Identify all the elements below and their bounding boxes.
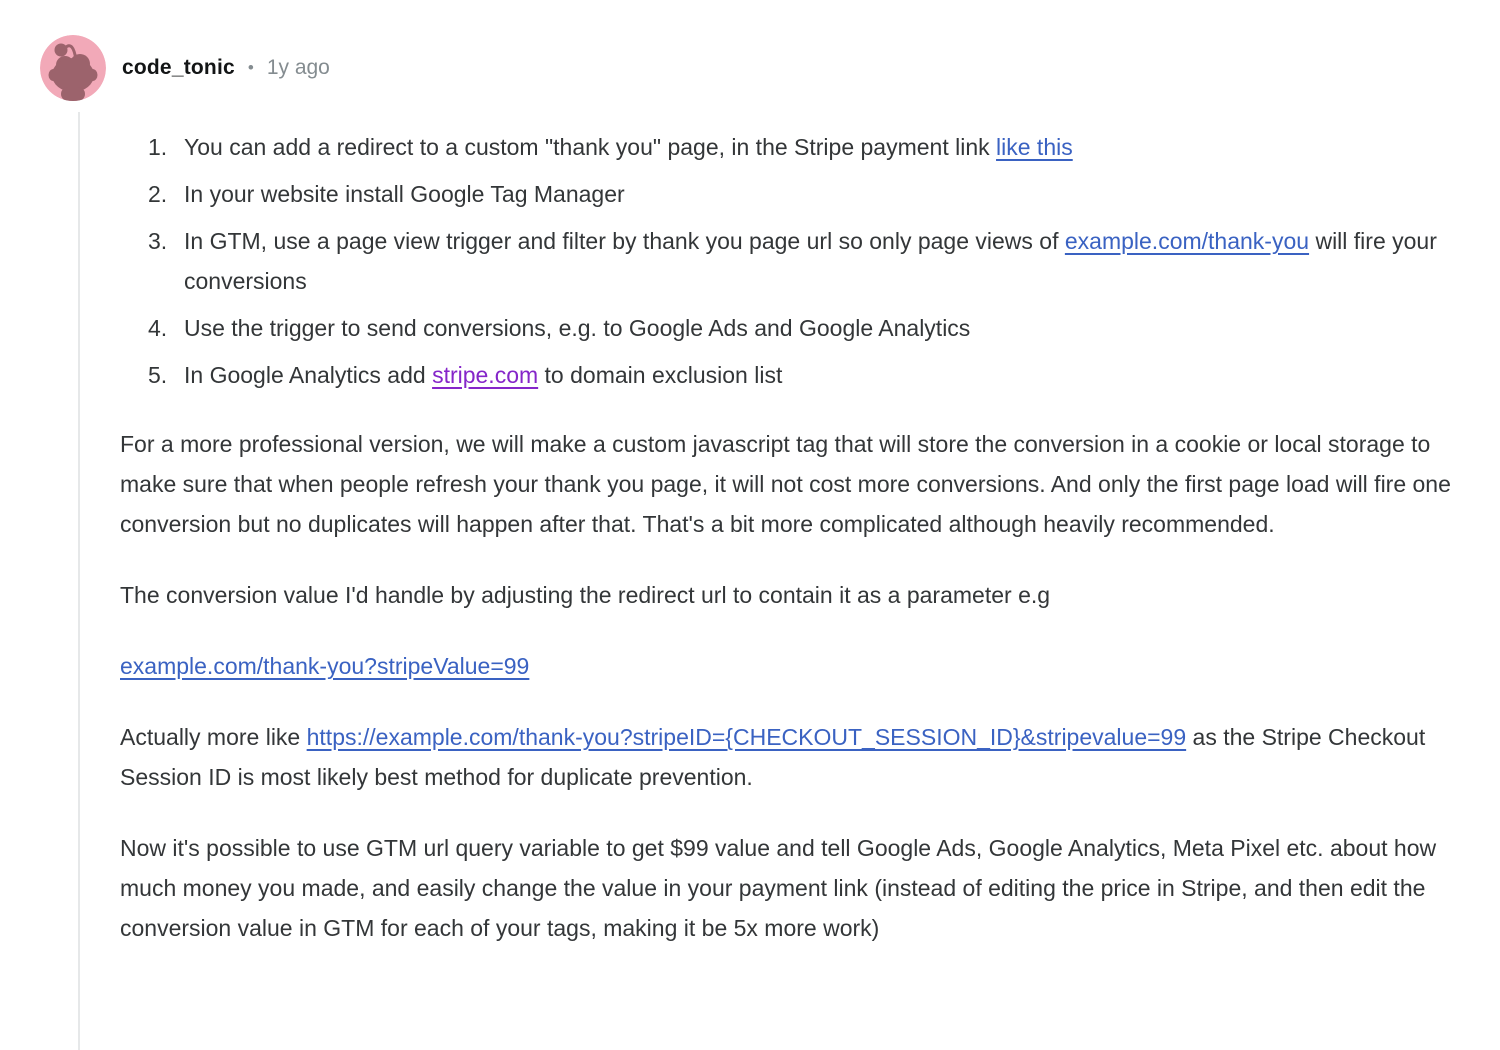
list-item-number: 5.: [148, 362, 168, 388]
comment-paragraph: [120, 717, 1460, 797]
comment-body: [120, 127, 1460, 948]
inline-link[interactable]: https://example.com/thank-you?stripeID={CHECKOUT_SESSION_ID}&stripevalue=99: [306, 724, 1187, 750]
comment-paragraph: [120, 646, 1460, 686]
list-item-number: 3.: [148, 228, 168, 254]
comment-meta-row: [122, 35, 330, 101]
inline-link[interactable]: example.com/thank-you?stripeValue=99: [120, 653, 530, 679]
text-run: In your website install Google Tag Manager: [184, 181, 625, 207]
list-item: [148, 308, 1460, 348]
list-item-number: 4.: [148, 315, 168, 341]
text-run: For a more professional version, we will make a custom javascript tag that will store the conversion in a cookie or local storage to make sure that when people refresh your thank you page, it will not cost more conversions. And only the first page load will fire one conversion but no duplicates will happen after that. That's a bit more complicated although heavily recommended.: [120, 431, 1451, 537]
reddit-snoo-avatar-icon[interactable]: [40, 35, 106, 101]
text-run: You can add a redirect to a custom "thank you" page, in the Stripe payment link: [184, 134, 997, 160]
comment-ordered-list: [120, 127, 1460, 395]
comment-paragraph: [120, 575, 1460, 615]
text-run: Actually more like: [120, 724, 307, 750]
inline-link[interactable]: example.com/thank-you: [1064, 228, 1310, 254]
text-run: Now it's possible to use GTM url query variable to get $99 value and tell Google Ads, Google Analytics, Meta Pixel etc. about how much money you made, and easily change the value in your payment link (instead of editing the price in Stripe, and then edit the conversion value in GTM for each of your tags, making it be 5x more work): [120, 835, 1437, 941]
meta-separator-dot: •: [247, 58, 254, 77]
text-run: The conversion value I'd handle by adjusting the redirect url to contain it as a parameter e.g: [120, 582, 1051, 608]
text-run: In Google Analytics add: [184, 362, 433, 388]
comment-paragraph: [120, 424, 1460, 544]
list-item: [148, 127, 1460, 167]
list-item: [148, 355, 1460, 395]
comment-header: [0, 0, 1500, 101]
text-run: In GTM, use a page view trigger and filter by thank you page url so only page views of: [184, 228, 1065, 254]
list-item-number: 1.: [148, 134, 168, 160]
comment-paragraphs: [120, 424, 1460, 948]
comment-paragraph: [120, 828, 1460, 948]
comment-timestamp: 1y ago: [266, 56, 330, 79]
inline-link[interactable]: stripe.com: [432, 362, 539, 388]
text-run: Use the trigger to send conversions, e.g. to Google Ads and Google Analytics: [184, 315, 971, 341]
text-run: to domain exclusion list: [538, 362, 783, 388]
list-item-text: [184, 174, 1460, 214]
text-run: will fire your conversions: [184, 228, 1437, 294]
list-item-text: [184, 355, 1460, 395]
list-item: [148, 221, 1460, 301]
list-item: [148, 174, 1460, 214]
list-item-number: 2.: [148, 181, 168, 207]
list-item-text: [184, 308, 1460, 348]
comment-author[interactable]: code_tonic: [122, 56, 235, 79]
list-item-text: [184, 221, 1460, 301]
comment-thread-collapse-line[interactable]: [78, 112, 80, 1050]
list-item-text: [184, 127, 1460, 167]
inline-link[interactable]: like this: [996, 134, 1073, 160]
text-run: as the Stripe Checkout Session ID is most likely best method for duplicate prevention.: [120, 724, 1426, 790]
